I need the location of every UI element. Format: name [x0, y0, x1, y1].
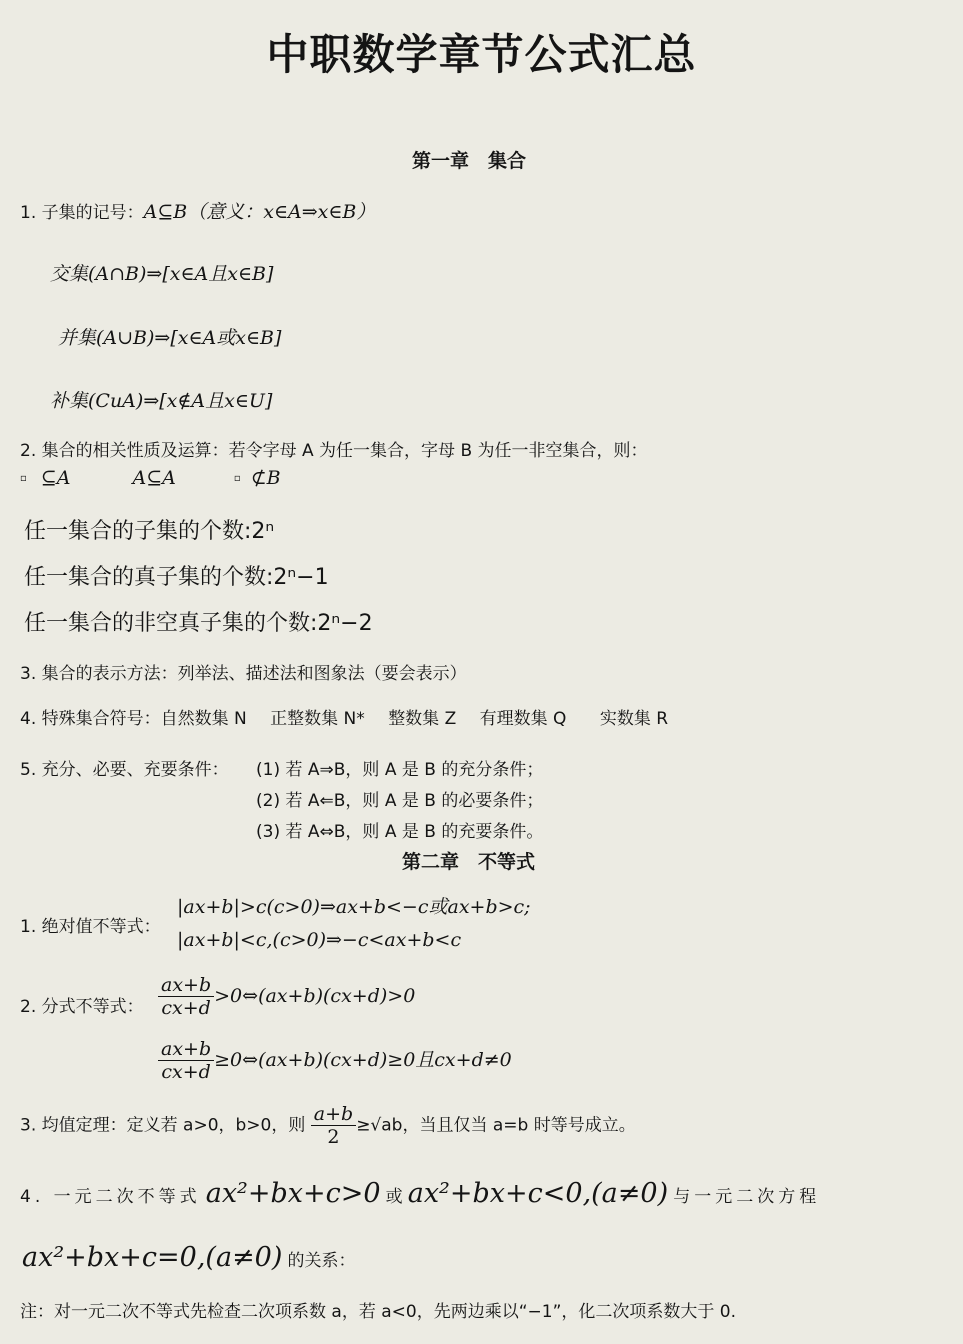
- ch1-prop-3: ⊄B: [250, 467, 281, 489]
- ch1-item2-label: 2. 集合的相关性质及运算：若令字母 A 为任一集合，字母 B 为任一非空集合，则：: [20, 441, 648, 461]
- ch1-item1-label: 1. 子集的记号：: [20, 203, 144, 223]
- ch1-condition-sufficient: (1) 若 A⇒B，则 A 是 B 的充分条件；: [256, 760, 544, 780]
- ch2-item4-with: 与一元二次方程: [673, 1187, 821, 1207]
- page-title: 中职数学章节公式汇总: [266, 30, 697, 79]
- ch2-item2-label: 2. 分式不等式：: [20, 997, 144, 1017]
- fraction-denominator: 2: [327, 1126, 340, 1148]
- ch1-proper-subset-count: 任一集合的真子集的个数:2ⁿ−1: [24, 565, 329, 590]
- placeholder-box-icon: ▫: [20, 473, 27, 484]
- ch1-subset-count: 任一集合的子集的个数:2ⁿ: [24, 519, 275, 544]
- set-integer: 整数集 Z: [388, 709, 457, 729]
- ch1-item4-label: 4. 特殊集合符号：: [20, 709, 161, 729]
- ch1-item1-formula: A⊆B（意义：x∈A⇒x∈B）: [143, 201, 376, 223]
- fraction-denominator: cx+d: [161, 1061, 211, 1083]
- ch2-fraction-ineq-2: [158, 1038, 512, 1083]
- ch2-item4-relation: 的关系：: [287, 1251, 356, 1271]
- ch1-item2-props: [20, 467, 281, 489]
- set-positive-integer: 正整数集 N*: [270, 709, 365, 729]
- fraction-numerator: a+b: [311, 1103, 356, 1126]
- ch1-intersection: 交集(A∩B)⇒[x∈A且x∈B]: [50, 263, 274, 285]
- ch1-prop-1: ⊆A: [40, 467, 71, 489]
- fraction: [311, 1103, 356, 1148]
- ch1-condition-iff: (3) 若 A⇔B，则 A 是 B 的充要条件。: [256, 822, 544, 842]
- ch2-item3: [20, 1103, 636, 1148]
- fraction-ineq-2-rhs: ≥0⇔(ax+b)(cx+d)≥0且cx+d≠0: [214, 1049, 512, 1071]
- ch2-abs-ineq-2: |ax+b|<c,(c>0)⇒−c<ax+b<c: [177, 929, 462, 951]
- ch2-item1-label: 1. 绝对值不等式：: [20, 917, 161, 937]
- ch2-item3-label: 3. 均值定理：定义若 a>0，b>0，则: [20, 1115, 306, 1136]
- ch1-item5-label: 5. 充分、必要、充要条件：: [20, 760, 229, 780]
- fraction: [158, 1038, 214, 1083]
- ch1-condition-necessary: (2) 若 A⇐B，则 A 是 B 的必要条件；: [256, 791, 544, 811]
- set-real: 实数集 R: [599, 709, 669, 729]
- ch2-item4-line2: [22, 1242, 355, 1273]
- chapter-1-heading: 第一章 集合: [412, 150, 527, 172]
- ch1-complement: 补集(CuA)⇒[x∉A且x∈U]: [50, 390, 273, 412]
- quadratic-ineq-condition: ,(a≠0): [582, 1178, 669, 1209]
- quadratic-ineq-greater: ax²+bx+c>0: [205, 1178, 381, 1209]
- quadratic-ineq-less: ax²+bx+c<0: [407, 1178, 583, 1209]
- ch2-note: 注：对一元二次不等式先检查二次项系数 a，若 a<0，先两边乘以“−1”，化二次项系数大于 0.: [20, 1302, 736, 1322]
- chapter-2-heading: 第二章 不等式: [402, 851, 536, 873]
- ch1-item3: 3. 集合的表示方法：列举法、描述法和图象法（要会表示）: [20, 664, 467, 684]
- ch1-item4: [20, 704, 668, 729]
- placeholder-box-icon: ▫: [233, 473, 241, 484]
- fraction: [158, 974, 214, 1019]
- fraction-ineq-1-rhs: >0⇔(ax+b)(cx+d)>0: [214, 985, 416, 1007]
- ch2-item4-label: 4. 一元二次不等式: [20, 1187, 201, 1207]
- ch2-item4-line1: [20, 1178, 820, 1209]
- quadratic-equation: ax²+bx+c=0: [22, 1242, 197, 1273]
- ch2-fraction-ineq-1: [158, 974, 415, 1019]
- fraction-denominator: cx+d: [161, 997, 211, 1019]
- ch2-abs-ineq-1: |ax+b|>c(c>0)⇒ax+b<−c或ax+b>c;: [177, 896, 531, 918]
- ch1-prop-2: A⊆A: [132, 467, 176, 489]
- set-natural: 自然数集 N: [160, 709, 247, 729]
- quadratic-equation-condition: ,(a≠0): [196, 1242, 283, 1273]
- ch1-item1-line: [20, 197, 375, 224]
- ch1-union: 并集(A∪B)⇒[x∈A或x∈B]: [58, 327, 282, 349]
- ch1-nonempty-proper-subset-count: 任一集合的非空真子集的个数:2ⁿ−2: [24, 611, 373, 636]
- ch2-item3-rhs: ≥√ab，当且仅当 a=b 时等号成立。: [356, 1115, 636, 1136]
- set-rational: 有理数集 Q: [479, 709, 567, 729]
- ch2-item4-or: 或: [385, 1187, 403, 1207]
- fraction-numerator: ax+b: [158, 1038, 214, 1061]
- fraction-numerator: ax+b: [158, 974, 214, 997]
